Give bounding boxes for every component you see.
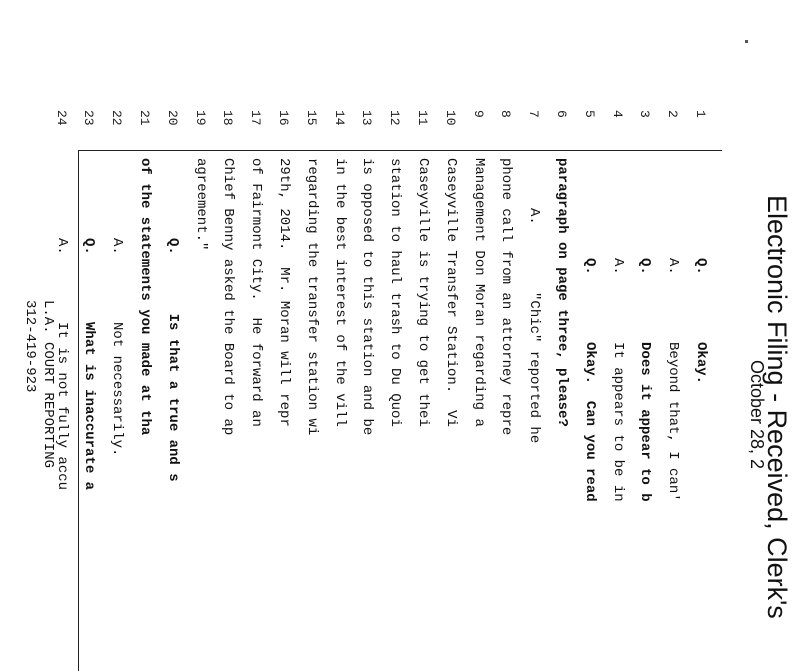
line-number: 24 (53, 110, 69, 126)
transcript-line: of the statements you made at tha (137, 158, 154, 436)
transcript-line: in the best interest of the vill (331, 158, 348, 427)
line-number: 19 (192, 110, 208, 126)
transcript-line: regarding the transfer station wi (303, 158, 320, 436)
court-reporter-phone: 312-419-923 (22, 300, 38, 393)
line-number: 23 (81, 110, 97, 126)
transcript-line: Q. Does it appear to b (637, 258, 654, 502)
transcript-line: Caseyville Transfer Station. Vi (442, 158, 459, 427)
line-number: 16 (276, 110, 292, 126)
line-number: 9 (470, 110, 486, 118)
line-number: 3 (637, 110, 653, 118)
transcript-line: agreement." (192, 158, 209, 251)
transcript-line: paragraph on page three, please? (554, 158, 571, 427)
line-number: 14 (331, 110, 347, 126)
transcript-line: Caseyville is trying to get thei (415, 158, 432, 427)
transcript-text (47, 158, 714, 618)
transcript-line: of Fairmont City. He forward an (248, 158, 265, 427)
line-number: 12 (387, 110, 403, 126)
transcript-line: Q. Okay. Can you read (581, 258, 598, 502)
line-number: 6 (554, 110, 570, 118)
line-number: 17 (248, 110, 264, 126)
court-reporter-footer (21, 300, 57, 618)
line-number: 20 (164, 110, 180, 126)
line-number: 10 (442, 110, 458, 126)
line-number: 22 (109, 110, 125, 126)
transcript-line: Q. What is inaccurate a (81, 238, 98, 491)
transcript-line: A. "Chic" reported he (526, 208, 543, 444)
transcript-line: A. It is not fully accu (53, 238, 70, 491)
line-number: 8 (498, 110, 514, 118)
line-number: 18 (220, 110, 236, 126)
filing-stamp-date: October 28, 2 (747, 360, 767, 470)
transcript-line: Q. Is that a true and s (164, 238, 181, 482)
transcript-line: is opposed to this station and be (359, 158, 376, 436)
transcript-line: A. It appears to be in (609, 258, 626, 502)
line-number: 4 (609, 110, 625, 118)
line-number: 7 (526, 110, 542, 118)
line-number: 2 (665, 110, 681, 118)
transcript-line: A. Not necessarily. (109, 238, 126, 457)
line-number: 13 (359, 110, 375, 126)
line-number: 5 (581, 110, 597, 118)
line-number: 15 (303, 110, 319, 126)
transcript-line: phone call from an attorney repre (498, 158, 515, 436)
transcript-line: A. Beyond that, I can' (665, 258, 682, 502)
transcript-line: station to haul trash to Du Quoi (387, 158, 404, 427)
scan-speck (745, 40, 748, 43)
line-number: 21 (137, 110, 153, 126)
line-number-column (47, 110, 714, 150)
filing-stamp-header: Electronic Filing - Received, Clerk's (762, 195, 792, 619)
line-number: 1 (693, 110, 708, 118)
transcript-line: 29th, 2014. Mr. Moran will repr (276, 158, 293, 427)
transcript-line: Q. Okay. (693, 258, 709, 385)
line-number: 11 (415, 110, 431, 126)
court-reporter-name: L.A. COURT REPORTING (40, 300, 56, 469)
transcript-line: Chief Benny asked the Board to ap (220, 158, 237, 436)
transcript-line: Management Don Moran regarding a (470, 158, 487, 427)
